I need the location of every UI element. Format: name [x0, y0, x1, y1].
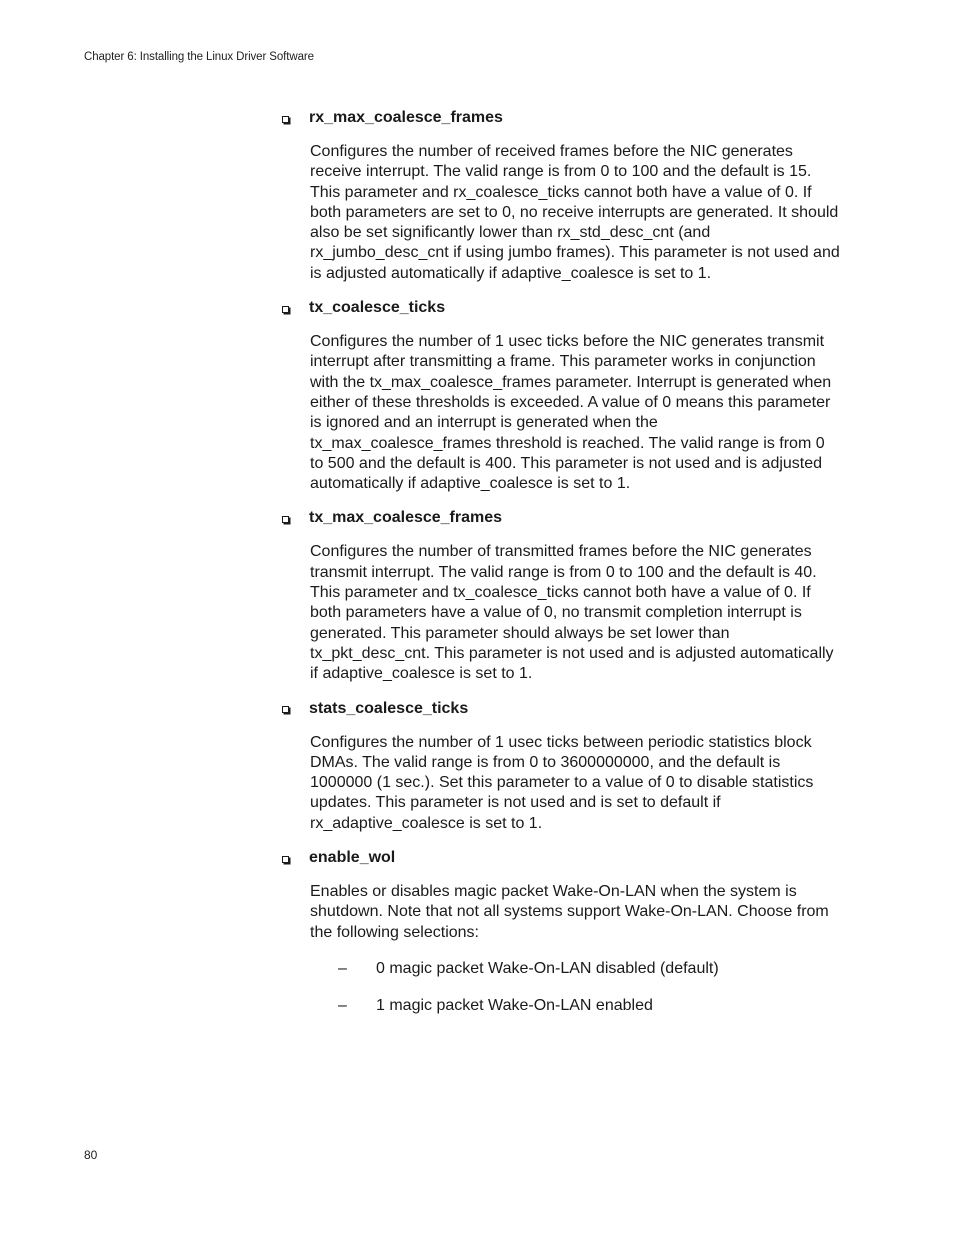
- dash-marker: –: [338, 959, 347, 977]
- option-list: [310, 959, 842, 1016]
- param-name: stats_coalesce_ticks: [309, 699, 469, 717]
- param-description: Configures the number of 1 usec ticks between periodic statistics block DMAs. The valid range is from 0 to 3600000000, and the default is 1000000 (1 sec.). Set this parameter to a value of 0 to disable statistics updates. This parameter is not used and is set to default if rx_adaptive_coalesce is set to 1.: [310, 733, 814, 832]
- checkbox-bullet-icon: [282, 116, 289, 123]
- param-rx-max-coalesce-frames: [282, 108, 842, 284]
- param-description: Configures the number of received frames before the NIC generates receive interrupt. The valid range is from 0 to 100 and the default is 15. This parameter and rx_coalesce_ticks cannot both have a value of 0. If both parameters are set to 0, no receive interrupts are generated. It should also be set significantly lower than rx_std_desc_cnt (and rx_jumbo_desc_cnt if using jumbo frames). This parameter is not used and is adjusted automatically if adaptive_coalesce is set to 1.: [310, 143, 840, 282]
- param-name: tx_max_coalesce_frames: [309, 509, 503, 527]
- param-tx-max-coalesce-frames: [282, 508, 842, 684]
- checkbox-bullet-icon: [282, 516, 289, 523]
- checkbox-bullet-icon: [282, 306, 289, 313]
- parameter-list: [282, 108, 842, 1033]
- checkbox-bullet-icon: [282, 856, 289, 863]
- checkbox-bullet-icon: [282, 706, 289, 713]
- param-description: Enables or disables magic packet Wake-On-LAN when the system is shutdown. Note that not all systems support Wake-On-LAN. Choose from the following selections:: [310, 883, 829, 941]
- param-tx-coalesce-ticks: [282, 298, 842, 494]
- param-enable-wol: [282, 848, 842, 1016]
- running-header: Chapter 6: Installing the Linux Driver Software: [84, 51, 314, 63]
- list-item: [310, 996, 842, 1016]
- param-name: tx_coalesce_ticks: [309, 299, 446, 317]
- list-item: [310, 959, 842, 979]
- page-number: 80: [84, 1148, 98, 1162]
- param-description: Configures the number of transmitted frames before the NIC generates transmit interrupt. The valid range is from 0 to 100 and the default is 40. This parameter and tx_coalesce_ticks cannot both have a value of 0. If both parameters have a value of 0, no transmit completion interrupt is generated. This parameter should always be set lower than tx_pkt_desc_cnt. This parameter is not used and is adjusted automatically if adaptive_coalesce is set to 1.: [310, 543, 834, 683]
- dash-marker: –: [338, 996, 347, 1014]
- param-stats-coalesce-ticks: [282, 699, 842, 834]
- param-description: Configures the number of 1 usec ticks before the NIC generates transmit interrupt after transmitting a frame. This parameter works in conjunction with the tx_max_coalesce_frames parameter. Interrupt is generated when either of these thresholds is exceeded. A value of 0 means this parameter is ignored and an interrupt is generated when the tx_max_coalesce_frames threshold is reached. The valid range is from 0 to 500 and the default is 400. This parameter is not used and is adjusted automatically if adaptive_coalesce is set to 1.: [310, 333, 832, 493]
- option-text: 0 magic packet Wake-On-LAN disabled (default): [376, 959, 719, 977]
- param-name: rx_max_coalesce_frames: [309, 109, 503, 126]
- option-text: 1 magic packet Wake-On-LAN enabled: [376, 996, 653, 1014]
- param-name: enable_wol: [309, 849, 396, 867]
